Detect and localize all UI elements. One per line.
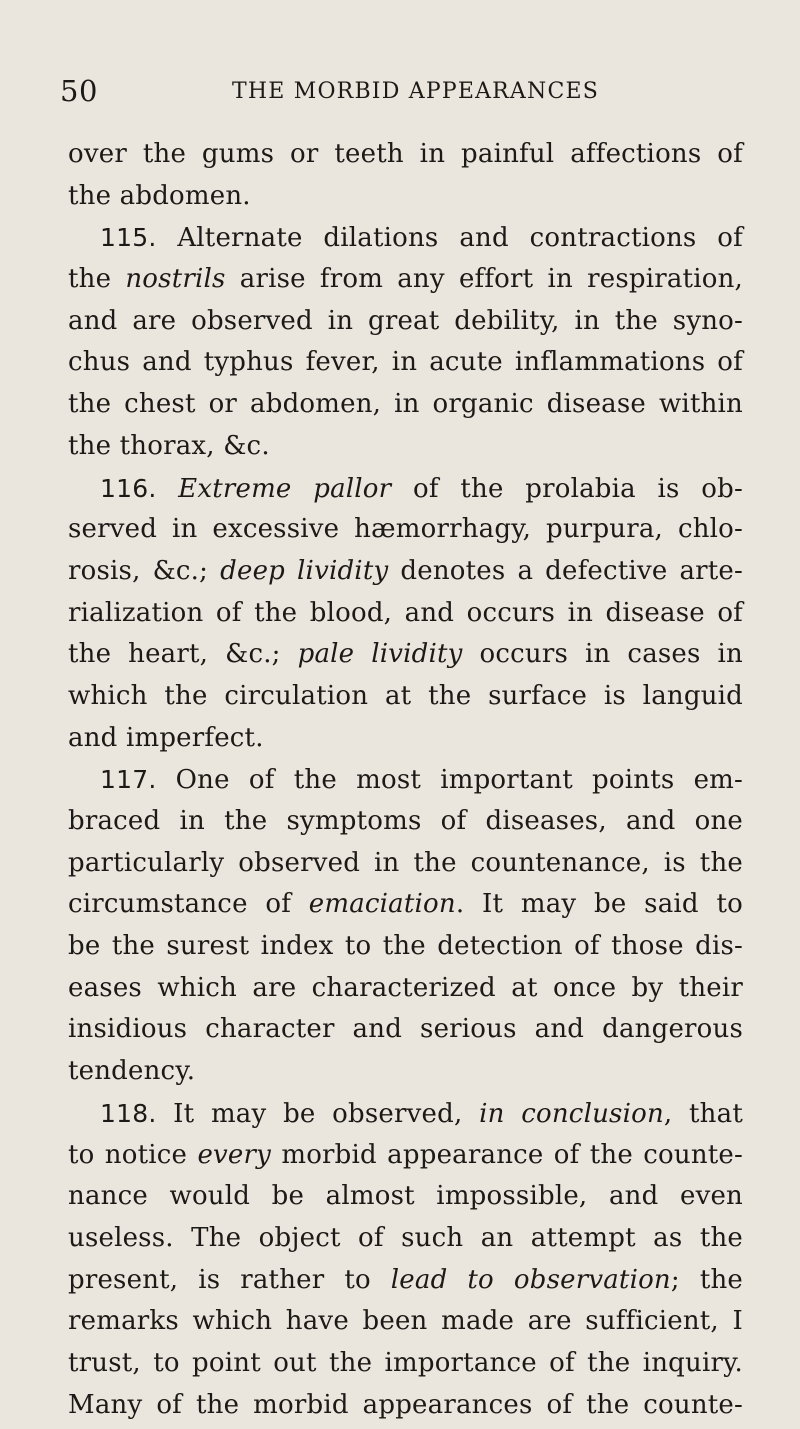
text-line: to notice every morbid appearance of the counte- bbox=[68, 1139, 743, 1170]
text-line: served in excessive hæmorrhagy, purpura, chlo- bbox=[68, 514, 743, 545]
text-line: particularly observed in the countenance, is the bbox=[68, 847, 743, 878]
text-line: braced in the symptoms of diseases, and one bbox=[68, 806, 743, 836]
text-line: Many of the morbid appearances of the counte- bbox=[68, 1389, 743, 1420]
text-line: rosis, &c.; deep lividity denotes a defective arte- bbox=[68, 555, 743, 586]
text-line: rialization of the blood, and occurs in disease of bbox=[68, 597, 743, 628]
text-line: insidious character and serious and dangerous bbox=[68, 1014, 743, 1045]
paragraph-116-start: 116. Extreme pallor of the prolabia is ob- bbox=[100, 473, 743, 504]
text-line: which the circulation at the surface is languid bbox=[68, 680, 743, 711]
text-line: nance would be almost impossible, and even bbox=[68, 1181, 743, 1212]
text-line: chus and typhus fever, in acute inflammations of bbox=[68, 347, 743, 378]
text-line: circumstance of emaciation. It may be said to bbox=[68, 889, 743, 920]
paragraph-115-start: 115. Alternate dilations and contractions of bbox=[100, 223, 743, 254]
text-line: over the gums or teeth in painful affections of bbox=[68, 139, 743, 169]
text-line: tendency. bbox=[68, 1056, 196, 1087]
text-line: the chest or abdomen, in organic disease within bbox=[68, 389, 743, 420]
text-line: present, is rather to lead to observation; the bbox=[68, 1264, 743, 1295]
text-line: the heart, &c.; pale lividity occurs in cases in bbox=[68, 639, 743, 670]
text-line: the abdomen. bbox=[68, 180, 251, 211]
text-line: useless. The object of such an attempt as the bbox=[68, 1222, 743, 1253]
text-line: remarks which have been made are sufficient, I bbox=[68, 1306, 743, 1337]
text-line: be the surest index to the detection of those dis- bbox=[68, 931, 743, 962]
text-line: trust, to point out the importance of the inquiry. bbox=[68, 1347, 743, 1378]
text-line: and imperfect. bbox=[68, 722, 264, 753]
text-line: the nostrils arise from any effort in respiration, bbox=[68, 264, 743, 295]
paragraph-117-start: 117. One of the most important points em- bbox=[100, 765, 743, 796]
running-title: THE MORBID APPEARANCES bbox=[232, 79, 600, 104]
text-line: eases which are characterized at once by their bbox=[68, 972, 743, 1003]
text-line: and are observed in great debility, in the syno- bbox=[68, 305, 743, 336]
page-header bbox=[0, 74, 800, 114]
paragraph-118-start: 118. It may be observed, in conclusion, that bbox=[100, 1098, 743, 1129]
text-line: the thorax, &c. bbox=[68, 430, 270, 461]
body-text bbox=[68, 134, 743, 1426]
page-number: 50 bbox=[60, 74, 98, 108]
